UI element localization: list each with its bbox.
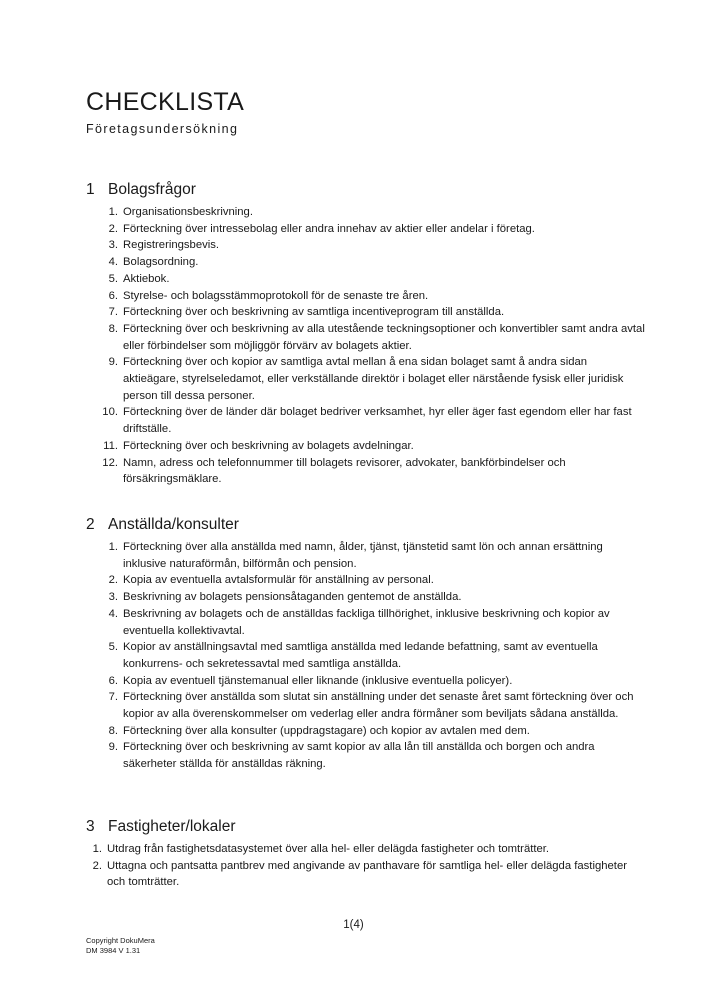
list-item: 12. Namn, adress och telefonnummer till bolagets revisorer, advokater, bankförbindelser och försäkringsmäklare. xyxy=(102,456,566,486)
copyright-notice xyxy=(86,936,155,956)
section-heading: 1 Bolagsfrågor xyxy=(86,181,196,198)
section-heading: 2 Anställda/konsulter xyxy=(86,516,239,533)
document-id: DM 3984 V 1.31 xyxy=(86,946,141,955)
section-bolagsfragor xyxy=(86,181,646,488)
list-item: 1. Utdrag från fastighetsdatasystemet över alla hel- eller delägda fastigheter och tomträtter. xyxy=(92,843,550,855)
checklist xyxy=(86,204,646,488)
list-item: 5. Aktiebok. xyxy=(108,272,170,285)
list-item: 4. Bolagsordning. xyxy=(108,256,199,269)
list-item: 11. Förteckning över och beskrivning av bolagets avdelningar. xyxy=(103,439,414,452)
list-item: 9. Förteckning över och beskrivning av samt kopior av alla lån till anställda och borgen och andra säkerheter ställda för anställdas räkning. xyxy=(108,741,595,771)
copyright-text: Copyright DokuMera xyxy=(86,936,155,945)
list-item: 7. Förteckning över anställda som slutat sin anställning under det senaste året samt förteckning över och kopior av alla överenskommelser om vederlag eller andra förmåner som beviljats sådana anställda. xyxy=(108,691,634,721)
list-item: 2. Kopia av eventuella avtalsformulär för anställning av personal. xyxy=(108,574,434,587)
list-item: 6. Kopia av eventuell tjänstemanual eller liknande (inklusive eventuella policyer). xyxy=(108,674,513,687)
list-item: 8. Förteckning över och beskrivning av alla utestående teckningsoptioner och konvertibler samt andra avtal eller förbindelser som möjliggör förvärv av bolagets aktier. xyxy=(108,322,645,352)
list-item: 3. Beskrivning av bolagets pensionsåtaganden gentemot de anställda. xyxy=(108,591,462,604)
list-item: 9. Förteckning över och kopior av samtliga avtal mellan å ena sidan bolaget samt å andra sidan aktieägare, styrelseledamot, eller verkställande direktör i bolaget eller närstående fysisk eller juridisk person till dessa personer. xyxy=(108,356,624,402)
page-number: 1(4) xyxy=(343,919,364,931)
list-item: 8. Förteckning över alla konsulter (uppdragstagare) och kopior av avtalen med dem. xyxy=(108,724,530,737)
document-title: CHECKLISTA xyxy=(86,88,245,116)
list-item: 3. Registreringsbevis. xyxy=(108,239,220,252)
list-item: 6. Styrelse- och bolagsstämmoprotokoll för de senaste tre åren. xyxy=(108,289,429,302)
list-item: 7. Förteckning över och beskrivning av samtliga incentiveprogram till anställda. xyxy=(108,306,505,319)
list-item: 1. Organisationsbeskrivning. xyxy=(108,206,253,218)
list-item: 2. Förteckning över intressebolag eller andra innehav av aktier eller andelar i företag. xyxy=(108,222,535,235)
section-heading: 3 Fastigheter/lokaler xyxy=(86,818,236,835)
list-item: 1. Förteckning över alla anställda med namn, ålder, tjänst, tjänstetid samt lön och annan ersättning inklusive naturaförmån, bilförmån och pension. xyxy=(108,541,603,570)
list-item: 10. Förteckning över de länder där bolaget bedriver verksamhet, hyr eller äger fast egendom eller har fast driftställe. xyxy=(102,406,632,436)
checklist xyxy=(86,539,646,773)
section-anstallda-konsulter xyxy=(86,516,646,773)
document-subtitle: Företagsundersökning xyxy=(86,122,239,136)
section-fastigheter-lokaler xyxy=(86,818,646,891)
list-item: 2. Uttagna och pantsatta pantbrev med angivande av panthavare för samtliga hel- eller delägda fastigheter och tomträtter. xyxy=(92,859,627,889)
checklist xyxy=(86,841,646,891)
list-item: 5. Kopior av anställningsavtal med samtliga anställda med ledande befattning, samt av eventuella konkurrens- och sekretessavtal med samtliga anställda. xyxy=(108,641,598,670)
list-item: 4. Beskrivning av bolagets och de anställdas fackliga tillhörighet, inklusive beskrivning och kopior av eventuella kollektivavtal. xyxy=(108,607,610,637)
